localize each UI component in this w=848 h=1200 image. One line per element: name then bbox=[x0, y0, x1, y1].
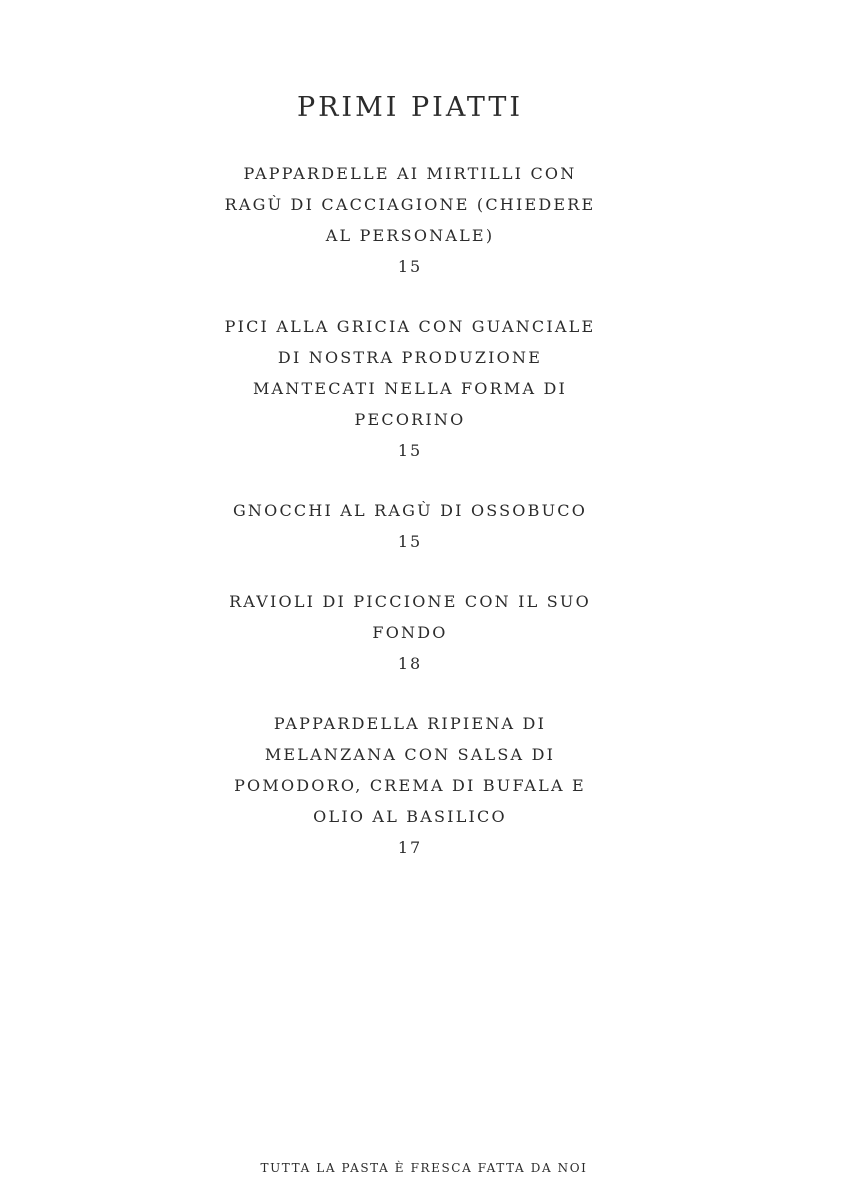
dish-name-line: DI NOSTRA PRODUZIONE bbox=[277, 348, 543, 367]
dish-name-line: GNOCCHI AL RAGÙ DI OSSOBUCO bbox=[232, 501, 588, 520]
menu-item-pici-gricia bbox=[0, 311, 820, 466]
menu-item-pappardella-melanzana bbox=[0, 708, 820, 863]
dish-name-line: PECORINO bbox=[354, 410, 466, 429]
page-title: PRIMI PIATTI bbox=[296, 92, 524, 123]
dish-name-line: RAGÙ DI CACCIAGIONE (CHIEDERE bbox=[224, 195, 596, 214]
dish-name-line: PAPPARDELLE AI MIRTILLI CON bbox=[243, 164, 577, 183]
dish-name-line: OLIO AL BASILICO bbox=[313, 807, 507, 826]
dish-price: 15 bbox=[397, 532, 423, 551]
dish-name-line: RAVIOLI DI PICCIONE CON IL SUO bbox=[229, 592, 591, 611]
dish-name-line: MANTECATI NELLA FORMA DI bbox=[252, 379, 568, 398]
dish-price: 15 bbox=[397, 257, 423, 276]
dish-name bbox=[210, 586, 610, 648]
menu-item-pappardelle-mirtilli bbox=[0, 158, 820, 282]
dish-name-line: MELANZANA CON SALSA DI bbox=[264, 745, 556, 764]
dish-name-line: PICI ALLA GRICIA CON GUANCIALE bbox=[224, 317, 596, 336]
menu-item-gnocchi-ossobuco bbox=[0, 495, 820, 557]
dish-name bbox=[210, 311, 610, 435]
dish-name-line: AL PERSONALE) bbox=[325, 226, 495, 245]
menu-list bbox=[0, 158, 820, 892]
dish-price: 15 bbox=[397, 441, 423, 460]
dish-price: 17 bbox=[397, 838, 423, 857]
dish-name-line: POMODORO, CREMA DI BUFALA E bbox=[234, 776, 586, 795]
dish-name-line: FONDO bbox=[372, 623, 448, 642]
dish-name bbox=[210, 708, 610, 832]
footer-note: TUTTA LA PASTA È FRESCA FATTA DA NOI bbox=[260, 1161, 588, 1175]
menu-item-ravioli-piccione bbox=[0, 586, 820, 679]
dish-price: 18 bbox=[397, 654, 423, 673]
dish-name bbox=[210, 158, 610, 251]
dish-name-line: PAPPARDELLA RIPIENA DI bbox=[273, 714, 547, 733]
dish-name bbox=[210, 495, 610, 526]
